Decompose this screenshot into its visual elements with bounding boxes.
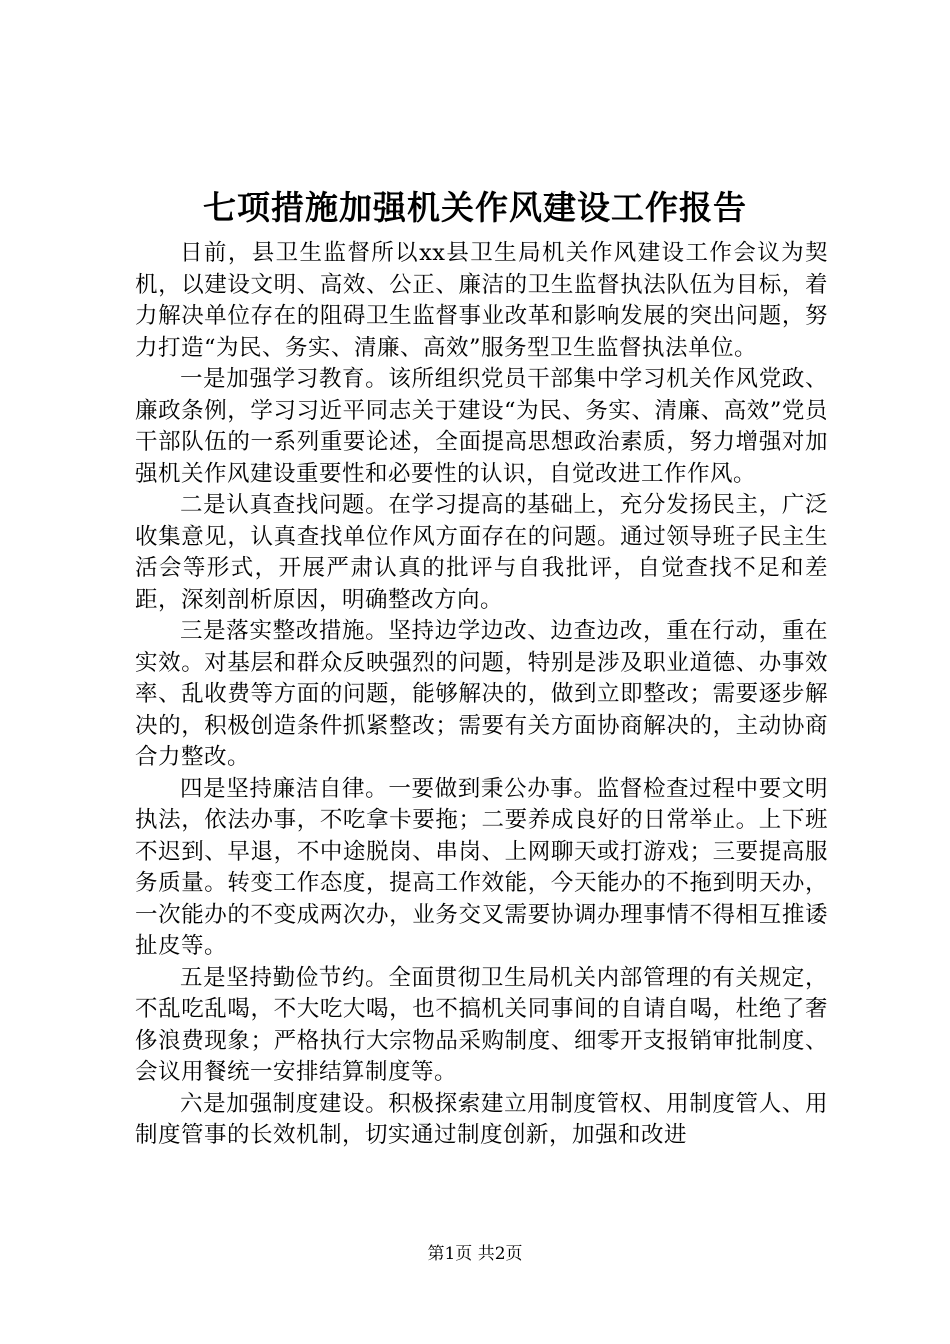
paragraph-3: 三是落实整改措施。坚持边学边改、边查边改，重在行动，重在实效。对基层和群众反映强烈的问题，特别是涉及职业道德、办事效率、乱收费等方面的问题，能够解决的，做到立即整改；需要逐步解决的，积极创造条件抓紧整改；需要有关方面协商解决的，主动协商合力整改。 [135, 618, 828, 770]
page-number-footer: 第1页 共2页 [427, 1244, 523, 1264]
paragraph-5: 五是坚持勤俭节约。全面贯彻卫生局机关内部管理的有关规定，不乱吃乱喝，不大吃大喝，也不搞机关同事间的自请自喝，杜绝了奢侈浪费现象；严格执行大宗物品采购制度、细零开支报销审批制度、会议用餐统一安排结算制度等。 [135, 964, 828, 1085]
paragraph-2: 二是认真查找问题。在学习提高的基础上，充分发扬民主，广泛收集意见，认真查找单位作风方面存在的问题。通过领导班子民主生活会等形式，开展严肃认真的批评与自我批评，自觉查找不足和差距，深刻剖析原因，明确整改方向。 [135, 492, 828, 613]
document-title: 七项措施加强机关作风建设工作报告 [203, 188, 747, 227]
paragraph-1: 一是加强学习教育。该所组织党员干部集中学习机关作风党政、廉政条例，学习习近平同志关于建设“为民、务实、清廉、高效”党员干部队伍的一系列重要论述，全面提高思想政治素质，努力增强对加强机关作风建设重要性和必要性的认识，自觉改进工作作风。 [135, 366, 828, 487]
paragraph-4: 四是坚持廉洁自律。一要做到秉公办事。监督检查过程中要文明执法，依法办事，不吃拿卡要拖；二要养成良好的日常举止。上下班不迟到、早退，不中途脱岗、串岗、上网聊天或打游戏；三要提高服务质量。转变工作态度，提高工作效能，今天能办的不拖到明天办，一次能办的不变成两次办，业务交叉需要协调办理事情不得相互推诿扯皮等。 [135, 775, 828, 959]
paragraph-intro: 日前，县卫生监督所以xx县卫生局机关作风建设工作会议为契机，以建设文明、高效、公正、廉洁的卫生监督执法队伍为目标，着力解决单位存在的阻碍卫生监督事业改革和影响发展的突出问题，努力打造“为民、务实、清廉、高效”服务型卫生监督执法单位。 [135, 240, 828, 361]
paragraph-6: 六是加强制度建设。积极探索建立用制度管权、用制度管人、用制度管事的长效机制，切实通过制度创新，加强和改进 [135, 1090, 828, 1148]
document-body [135, 238, 828, 1152]
